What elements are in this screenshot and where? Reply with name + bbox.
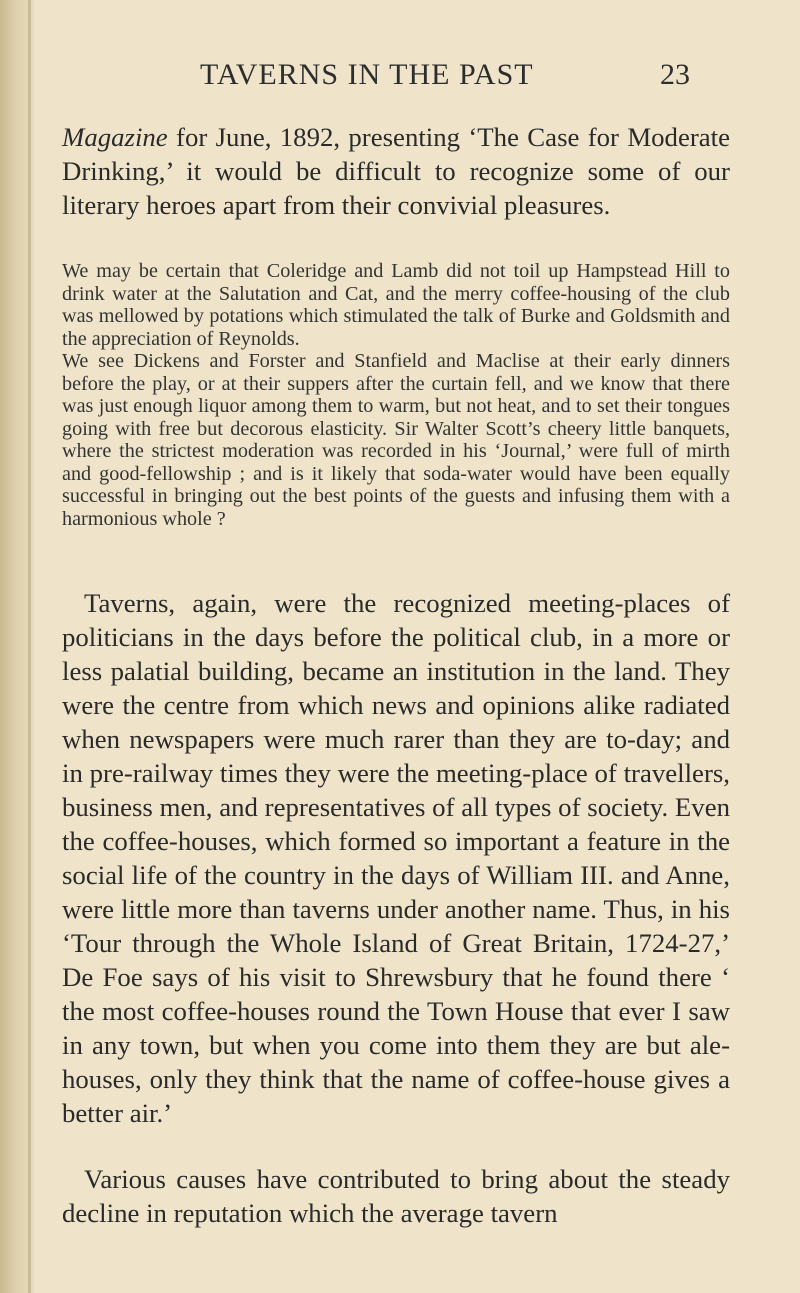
block-quote (62, 260, 730, 530)
final-paragraph: Various causes have contributed to bring about the steady decline in reputation which the average tavern (62, 1164, 730, 1228)
quote-paragraph-1: We may be certain that Coleridge and Lamb did not toil up Hampstead Hill to drink water at the Salutation and Cat, and the merry coffee-housing of the club was mellowed by potations which stimulated the talk of Burke and Goldsmith and the appreciation of Reynolds. (62, 260, 730, 350)
page-number: 23 (660, 58, 690, 91)
running-head: TAVERNS IN THE PAST (200, 58, 534, 91)
page-gutter-shadow (28, 0, 31, 1293)
main-paragraph: Taverns, again, were the recognized meeting-places of politicians in the days before the political club, in a more or less palatial building, became an institution in the land. They were the centre from which news and opinions alike radiated when newspapers were much rarer than they are to-day; and in pre-railway times they were the meeting-place of travellers, business men, and representatives of all types of society. Even the coffee-houses, which formed so important a feature in the social life of the country in the days of William III. and Anne, were little more than taverns under another name. Thus, in his ‘Tour through the Whole Island of Great Britain, 1724-27,’ De Foe says of his visit to Shrewsbury that he found there ‘ the most coffee-houses round the Town House that ever I saw in any town, but when you come into them they are but ale-houses, only they think that the name of coffee-house gives a better air.’ (62, 588, 730, 1128)
intro-paragraph (62, 120, 730, 222)
intro-paragraph-text: for June, 1892, presenting ‘The Case for Moderate Drinking,’ it would be difficult to recognize some of our literary heroes apart from their convivial pleasures. (62, 122, 730, 220)
page-header (200, 58, 690, 98)
magazine-title: Magazine (62, 122, 168, 152)
quote-paragraph-2: We see Dickens and Forster and Stanfield and Maclise at their early dinners before the play, or at their suppers after the curtain fell, and we know that there was just enough liquor among them to warm, but not heat, and to set their tongues going with free but decorous elasticity. Sir Walter Scott’s cheery little banquets, where the strictest moderation was recorded in his ‘Journal,’ were full of mirth and good-fellowship ; and is it likely that soda-water would have been equally successful in bringing out the best points of the guests and infusing them with a harmonious whole ? (62, 350, 730, 530)
